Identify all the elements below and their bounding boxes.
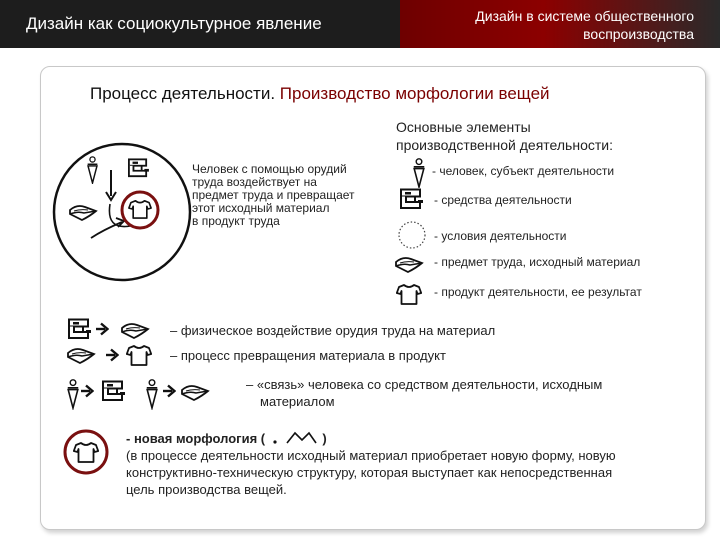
slide-title-accent: Производство морфологии вещей (279, 84, 550, 103)
shirt-icon (128, 199, 152, 219)
diagram-caption-line: в продукт труда (192, 214, 280, 228)
elements-heading-line: Основные элементы (396, 119, 531, 135)
machine-icon (100, 380, 126, 402)
material-icon (120, 320, 150, 340)
header-right-title (400, 0, 720, 48)
shirt-icon (126, 344, 152, 366)
element-conditions-text: - условия деятельности (434, 229, 567, 243)
morphology-line: цель производства вещей. (126, 482, 287, 497)
element-means-text: - средства деятельности (434, 193, 572, 207)
material-icon (394, 254, 424, 274)
person-icon (145, 378, 159, 410)
morphology-line: (в процессе деятельности исходный материал приобретает новую форму, новую (126, 448, 616, 463)
relation-link-line: – «связь» человека со средством деятельности, исходным (246, 377, 603, 392)
diagram-caption-line: этот исходный материал (192, 201, 330, 215)
person-icon (412, 158, 426, 188)
diagram-caption-line: труда воздействует на (192, 175, 317, 189)
arrow-icon (80, 384, 94, 398)
morphology-line: конструктивно-техническую структуру, которая выступает как непосредственная (126, 465, 613, 480)
slide-title (90, 84, 550, 104)
morphology-heading (126, 430, 616, 447)
diagram-caption (192, 163, 355, 228)
material-icon (66, 345, 96, 365)
elements-heading (396, 118, 613, 154)
diagram-caption-line: предмет труда и превращает (192, 188, 355, 202)
morphology-shape-icon (269, 431, 319, 445)
morphology-block (126, 430, 616, 498)
material-icon (68, 202, 98, 222)
machine-icon (66, 318, 92, 340)
element-product-text: - продукт деятельности, ее результат (434, 285, 642, 299)
new-morphology-icon (62, 428, 112, 478)
slide-title-prefix: Процесс деятельности. (90, 84, 276, 103)
header-right-line-2: воспроизводства (583, 26, 694, 42)
header-left-title: Дизайн как социокультурное явление (0, 0, 400, 48)
arrow-icon (105, 348, 119, 362)
element-person-text: - человек, субъект деятельности (432, 164, 615, 178)
diagram-caption-line: Человек с помощью орудий (192, 162, 347, 176)
arrow-icon (162, 384, 176, 398)
morphology-heading-start: - новая морфология ( (126, 431, 266, 446)
relation-impact-text: – физическое воздействие орудия труда на материал (170, 323, 496, 338)
elements-heading-line: производственной деятельности: (396, 137, 613, 153)
relation-transform-text: – процесс превращения материала в продукт (170, 348, 446, 363)
machine-icon (126, 158, 150, 178)
arrow-icon (95, 322, 109, 336)
machine-icon (398, 188, 424, 210)
element-material-text: - предмет труда, исходный материал (434, 255, 641, 269)
circle-outline-icon (398, 220, 428, 250)
shirt-icon (396, 283, 422, 305)
header-right-line-1: Дизайн в системе общественного (475, 8, 694, 24)
relation-link-line: материалом (260, 394, 335, 409)
person-icon (66, 378, 80, 410)
morphology-heading-end: ) (322, 431, 327, 446)
material-icon (180, 382, 210, 402)
person-icon (86, 156, 99, 184)
relation-link-text (246, 376, 602, 410)
